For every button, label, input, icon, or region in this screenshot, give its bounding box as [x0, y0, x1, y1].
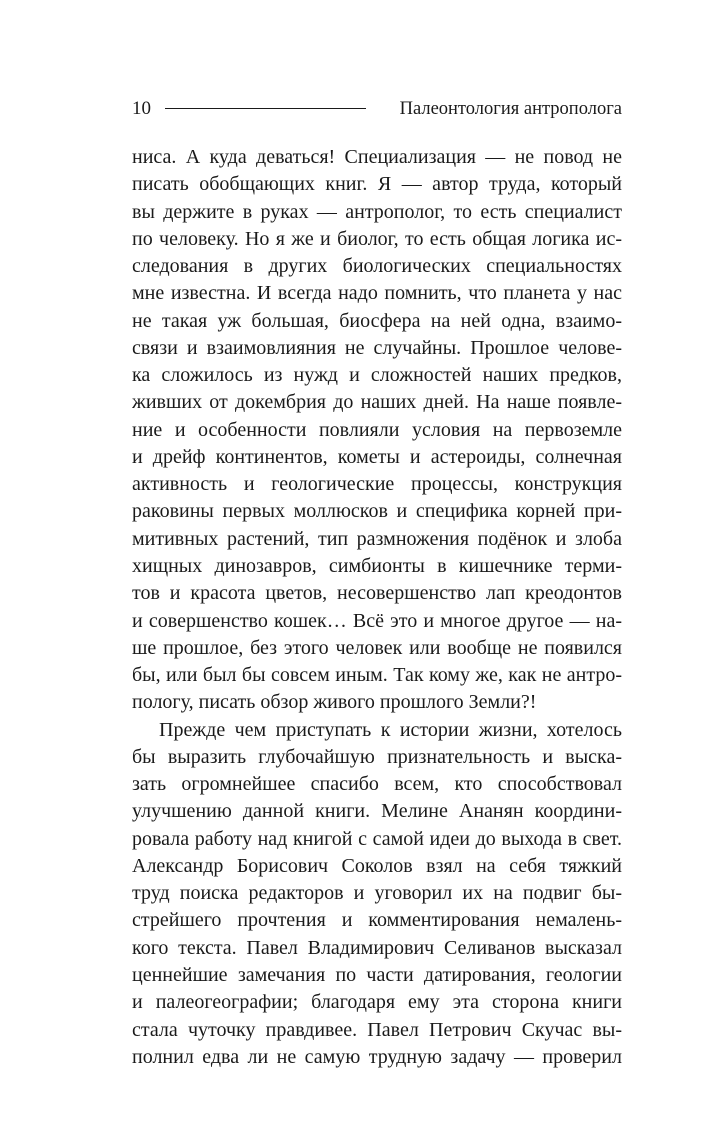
text-line: ровала работу над книгой с самой идеи до выхода в свет.	[132, 827, 622, 850]
text-line: не такая уж большая, биосфера на ней одна, взаимо-	[132, 309, 622, 332]
running-title: Палеонтология антрополога	[399, 99, 622, 119]
text-line: писать обобщающих книг. Я — автор труда, который	[132, 173, 622, 196]
text-line: ценнейшие замечания по части датирования, геологии	[132, 963, 622, 986]
text-line: и совершенство кошек… Всё это и многое другое — на-	[132, 609, 622, 632]
text-line: пологу, писать обзор живого прошлого Земли?!	[132, 691, 537, 714]
text-line: улучшению данной книги. Мелине Ананян координи-	[132, 800, 622, 823]
text-line: по человеку. Но я же и биолог, то есть общая логика ис-	[132, 227, 622, 250]
text-line: живших от докембрия до наших дней. На наше появле-	[132, 391, 622, 414]
text-line: ние и особенности повлияли условия на первоземле	[132, 418, 622, 441]
header-rule	[165, 108, 366, 109]
text-line: тов и красота цветов, несовершенство лап креодонтов	[132, 582, 622, 605]
text-line: полнил едва ли не самую трудную задачу — проверил	[132, 1045, 622, 1068]
text-line: вы держите в руках — антрополог, то есть специалист	[132, 200, 622, 223]
text-line: и палеогеографии; благодаря ему эта сторона книги	[132, 991, 622, 1014]
text-line: ка сложилось из нужд и сложностей наших предков,	[132, 364, 622, 387]
text-line: митивных растений, тип размножения подёнок и злоба	[132, 527, 622, 550]
text-line: следования в других биологических специальностях	[132, 255, 622, 278]
text-line: Александр Борисович Соколов взял на себя тяжкий	[132, 854, 622, 877]
text-line: раковины первых моллюсков и специфика корней при-	[132, 500, 622, 523]
text-line: мне известна. И всегда надо помнить, что планета у нас	[132, 282, 622, 305]
text-line: ше прошлое, без этого человек или вообще не появился	[132, 636, 622, 659]
text-line: зать огромнейшее спасибо всем, кто способствовал	[132, 773, 622, 796]
text-line: труд поиска редакторов и уговорил их на подвиг бы-	[132, 882, 622, 905]
text-line: активность и геологические процессы, конструкция	[132, 473, 622, 496]
text-line: бы выразить глубочайшую признательность и выска-	[132, 745, 622, 768]
text-line: бы, или был бы совсем иным. Так кому же, как не антро-	[132, 664, 622, 687]
text-line: связи и взаимовлияния не случайны. Прошлое челове-	[132, 336, 622, 359]
text-line: ниса. А куда деваться! Специализация — не повод не	[132, 146, 622, 168]
body-text	[132, 144, 622, 1071]
text-line: кого текста. Павел Владимирович Селиванов высказал	[132, 936, 622, 959]
text-line: хищных динозавров, симбионты в кишечнике терми-	[132, 554, 622, 577]
page-number: 10	[132, 98, 151, 119]
text-line: и дрейф континентов, кометы и астероиды, солнечная	[132, 445, 622, 468]
paragraph-first-line: Прежде чем приступать к истории жизни, хотелось	[159, 718, 622, 741]
page-header	[132, 96, 622, 122]
text-line: стала чуточку правдивее. Павел Петрович Скучас вы-	[132, 1018, 622, 1041]
text-line: стрейшего прочтения и комментирования немалень-	[132, 909, 622, 932]
